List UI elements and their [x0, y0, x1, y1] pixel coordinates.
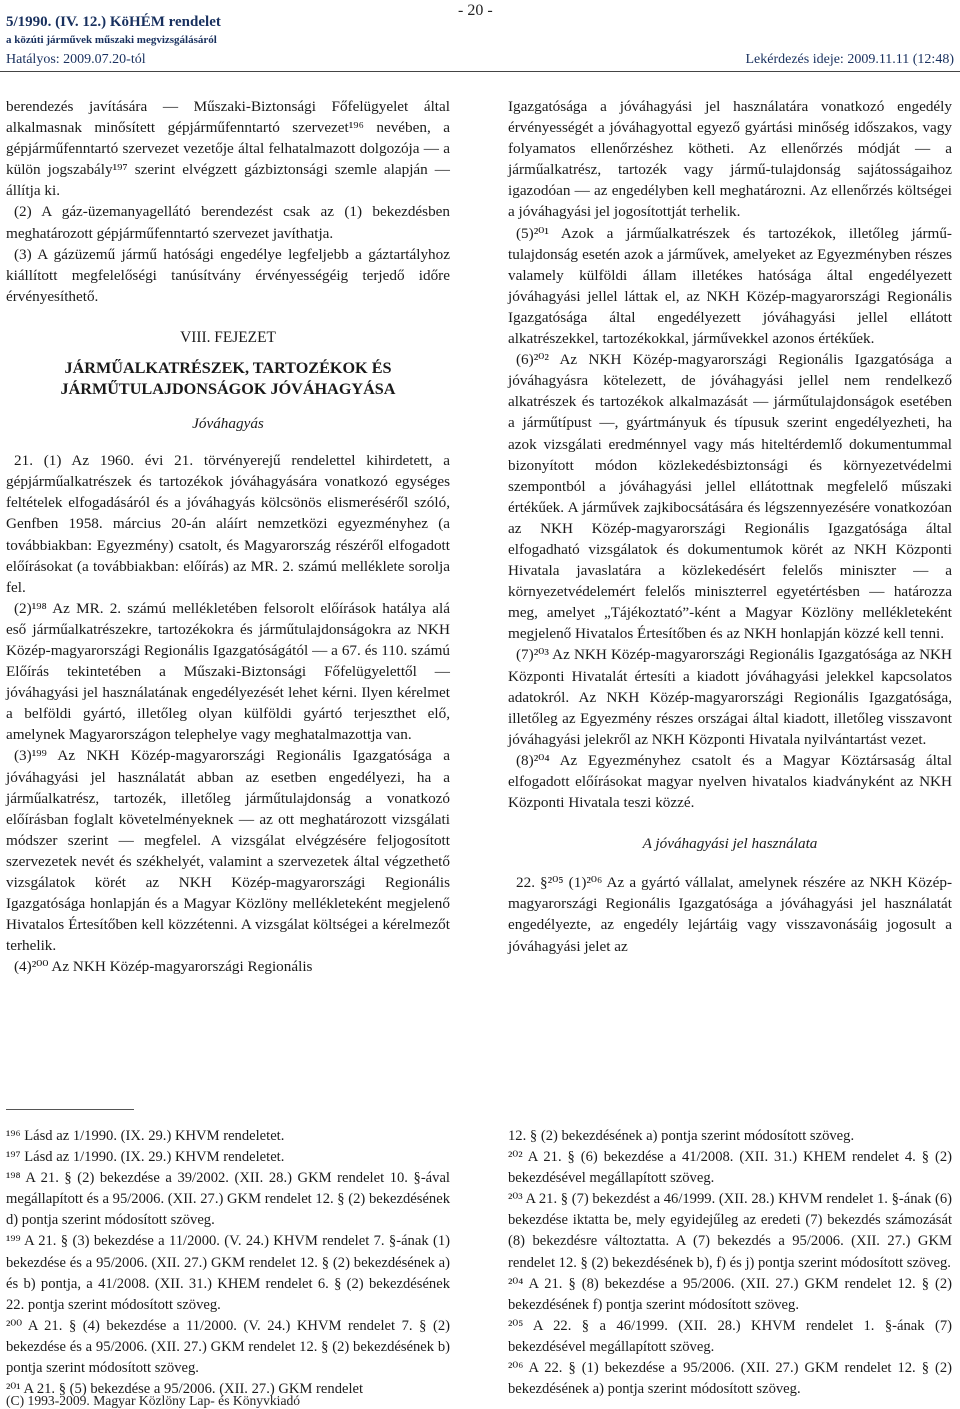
- paragraph: (3)¹⁹⁹ Az NKH Közép-magyarországi Regionális Igazgatósága a jóváhagyási jel használatát abban az esetben engedélyezi, ha a járműalkatrész, tartozék, illetőleg járműtulajdonság a vonatkozó előírásban foglalt követelményeknek — az ott meghatározott vizsgálati módszer szerint — megfelel. A vizsgálat elvégzésére feljogosított szervezetek nevét és székhelyét, valamint a szervezetek által végzethető vizsgálatok körét az NKH Közép-magyarországi Regionális Igazgatósága honlapján és a Magyar Közlöny mellékleteként megjelenő Hivatalos Értesítőben kell közzétenni. A vizsgálat költségei a kérelmezőt terhelik.: [6, 747, 450, 955]
- document-title: 5/1990. (IV. 12.) KöHÉM rendelet: [6, 14, 221, 30]
- footnote: ²⁰⁰ A 21. § (4) bekezdése a 11/2000. (V. 24.) KHVM rendelet 7. § (2) bekezdése és a 95/2006. (XII. 27.) GKM rendelet 12. § (2) bekezdésének b) pontja szerint módosított szöveg.: [6, 1317, 450, 1377]
- section-heading: Jóváhagyás: [192, 415, 264, 433]
- paragraph: (7)²⁰³ Az NKH Közép-magyarországi Regionális Igazgatósága az NKH Központi Hivatalát értesíti a kiadott jóváhagyási jelekkel kapcsolatos adatokról. Az NKH Közép-magyarországi Regionális Igazgatósága, illetőleg az Egyezmény részes országai által kiadott, illetőleg visszavont jóváhagyási jelekről az NKH Központi Hivatala nyilvántartást vezet.: [508, 646, 952, 748]
- paragraph: (5)²⁰¹ Azok a járműalkatrészek és tartozékok, illetőleg jármű-tulajdonság esetén azok a járművek, amelyeket az Egyezményben részes valamely külföldi állam illetékes hatósága által engedélyezett jóváhagyási jellel láttak el, az NKH Közép-magyarországi Regionális Igazgatósága által engedélyezett jóváhagyási jellel ellátott alkatrészekkel, tartozékokkal, járművekkel azonos értékűek.: [508, 224, 952, 348]
- footnote: ²⁰⁵ A 22. § a 46/1999. (XII. 28.) KHVM rendelet 1. §-ának (7) bekezdésével megállapított szöveg.: [508, 1317, 952, 1355]
- footnote: 12. § (2) bekezdésének a) pontja szerint módosított szöveg.: [508, 1128, 855, 1144]
- footnote: ¹⁹⁹ A 21. § (3) bekezdése a 11/2000. (V. 24.) KHVM rendelet 7. §-ának (1) bekezdése és a 95/2006. (XII. 27.) GKM rendelet 12. § (2) bekezdésének a) és b) pontja, a 41/2008. (XII. 31.) KHEM rendelet 6. § (2) bekezdésének 22. pontja szerint módosított szöveg.: [6, 1233, 450, 1313]
- footnotes-left: [6, 1126, 450, 1400]
- paragraph: (6)²⁰² Az NKH Közép-magyarországi Regionális Igazgatósága a jóváhagyásra kötelezett, de jóváhagyási jellel nem rendelkező alkatrészek és tartozékok alkalmazását — járműtulajdonságok esetében a járműtípust —, gyártmányuk és típusuk szerint engedélyezheti, ha azok vizsgálati eredménnyel vagy más hiteltérdemlő dokumentummal bizonyított módon közlekedésbiztonsági és környezetvédelmi szempontból a jóváhagyási jellel ellátottnak megfelelő műszaki értékűek. A járművek zajkibocsátására és légszennyezésére vonatkozóan az NKH Közép-magyarországi Regionális Igazgatósága által elfogadható vizsgálatok és dokumentumok körét az NKH Központi Hivatala javaslatára a közlekedésért felelős miniszter — a környezetvédelemért felelős miniszterrel egyetértésben — határozza meg, amelyet „Tájékoztató”-ként a Magyar Közlöny mellékleteként megjelenő Hivatalos Értesítőben és az NKH honlapján közzé kell tenni.: [508, 351, 952, 643]
- query-date: Lekérdezés ideje: 2009.11.11 (12:48): [745, 52, 954, 67]
- chapter-title: JÁRMŰALKATRÉSZEK, TARTOZÉKOK ÉS JÁRMŰTULAJDONSÁGOK JÓVÁHAGYÁSA: [60, 359, 396, 399]
- paragraph: (3) A gázüzemű jármű hatósági engedélye legfeljebb a gáztartályhoz kiállított megfelelőségi tanúsítvány érvényességéig terjedő időre érvényesíthető.: [6, 245, 450, 305]
- paragraph: 21. (1) Az 1960. évi 21. törvényerejű rendelettel kihirdetett, a gépjárműalkatrészek és tartozékok jóváhagyására vonatkozó egységes feltételek elfogadásáról és a jóváhagyás kölcsönös elismeréséről szóló, Genfben 1958. március 20-án aláírt nemzetközi egyezményhez (a továbbiakban: Egyezmény) csatolt, és Magyarország részéről elfogadott előírásokat (a továbbiakban: előírás) az MR. 2. számú melléklete sorolja fel.: [6, 452, 450, 596]
- section-heading: A jóváhagyási jel használata: [642, 835, 818, 853]
- footnote: ²⁰³ A 21. § (7) bekezdést a 46/1999. (XII. 28.) KHVM rendelet 1. §-ának (6) bekezdése iktatta be, mely egyidejűleg az eredeti (7) bekezdés számozását (8) bekezdésre változtatta. A (7) bekezdés a 95/2006. (XII. 27.) GKM rendelet 12. § (2) bekezdésének b), f) és j) pontja szerint módosított szöveg.: [508, 1191, 952, 1271]
- copyright-footer: (C) 1993-2009. Magyar Közlöny Lap- és Könyvkiadó: [6, 1393, 301, 1408]
- footnotes-right: [508, 1126, 952, 1400]
- effective-date: Hatályos: 2009.07.20-tól: [6, 52, 146, 67]
- paragraph: (4)²⁰⁰ Az NKH Közép-magyarországi Regionális: [14, 958, 313, 976]
- footnote: ²⁰¹ A 21. § (5) bekezdése a 95/2006. (XII. 27.) GKM rendelet: [6, 1381, 364, 1398]
- footnote: ¹⁹⁶ Lásd az 1/1990. (IX. 29.) KHVM rendeletet.: [6, 1128, 285, 1144]
- chapter-heading: VIII. FEJEZET: [180, 328, 276, 346]
- page-number: - 20 -: [458, 2, 493, 19]
- paragraph: berendezés javítására — Műszaki-Biztonsági Főfelügyelet által alkalmasnak minősített gépjárműfenntartó szervezet¹⁹⁶ nevében, a gépjárműfenntartó szervezet vezetője által felhatalmazott dolgozója — a külön jogszabály¹⁹⁷ szerint elvégzett gázbiztonsági szemle alapján — állítja ki.: [6, 98, 450, 200]
- paragraph: (8)²⁰⁴ Az Egyezményhez csatolt és a Magyar Köztársaság által elfogadott előírásokat magyar nyelven hivatalos kiadványként az NKH Központi Hivatala teszi közzé.: [508, 751, 952, 812]
- paragraph: Igazgatósága a jóváhagyási jel használatára vonatkozó engedély érvényességét a jóváhagyottal egyező gyártási minőség időszakos, vagy folyamatos ellenőrzéshez kötheti. Az ellenőrzés módját — a járműalkatrész, tartozék vagy jármű-tulajdonság sajátosságaihoz igazodóan — az engedélyben kell meghatározni. Az ellenőrzés költségei a jóváhagyási jel jogosítottját terhelik.: [508, 98, 952, 221]
- document-subtitle: a közúti járművek műszaki megvizsgálásáról: [6, 34, 217, 46]
- left-column: [6, 96, 450, 977]
- right-column: [508, 96, 952, 957]
- paragraph: (2) A gáz-üzemanyagellátó berendezést csak az (1) bekezdésben meghatározott gépjárműfenntartó szervezet javíthatja.: [6, 203, 450, 242]
- footnote: ²⁰² A 21. § (6) bekezdése a 41/2008. (XII. 31.) KHEM rendelet 4. § (2) bekezdésével megállapított szöveg.: [508, 1149, 952, 1187]
- footnote-divider: [6, 1109, 134, 1110]
- footnote: ²⁰⁴ A 21. § (8) bekezdése a 95/2006. (XII. 27.) GKM rendelet 12. § (2) bekezdésének f) pontja szerint módosított szöveg.: [508, 1275, 952, 1313]
- footnote: ¹⁹⁷ Lásd az 1/1990. (IX. 29.) KHVM rendeletet.: [6, 1149, 285, 1166]
- footnote: ²⁰⁶ A 22. § (1) bekezdése a 95/2006. (XII. 27.) GKM rendelet 12. § (2) bekezdésének a) pontja szerint módosított szöveg.: [508, 1360, 952, 1398]
- paragraph: (2)¹⁹⁸ Az MR. 2. számú mellékletében felsorolt előírások hatálya alá eső járműalkatrészekre, tartozékokra és járműtulajdonságokra az NKH Közép-magyarországi Regionális Igazgatóságától — a 67. és 110. számú Előírás tekintetében a Műszaki-Biztonsági Főfelügyelettől — jóváhagyási jel használatának engedélyezését lehet kérni. Ilyen kérelmet a belföldi gyártó, illetőleg olyan külföldi gyártó terjeszthet elő, amelynek Magyarországon telephelye vagy meghatalmazottja van.: [6, 599, 450, 744]
- paragraph: 22. §²⁰⁵ (1)²⁰⁶ Az a gyártó vállalat, amelynek részére az NKH Közép-magyarországi Regionális Igazgatósága a jóváhagyási jel használatát engedélyezte, az engedély lejártáig vagy visszavonásáig jogosult a jóváhagyási jelet az: [508, 874, 952, 955]
- page-header: [0, 2, 960, 74]
- header-divider: [0, 71, 960, 72]
- footnote: ¹⁹⁸ A 21. § (2) bekezdése a 39/2002. (XII. 28.) GKM rendelet 10. §-ával megállapított és a 95/2006. (XII. 27.) GKM rendelet 12. § (2) bekezdésének d) pontja szerint módosított szöveg.: [6, 1170, 450, 1229]
